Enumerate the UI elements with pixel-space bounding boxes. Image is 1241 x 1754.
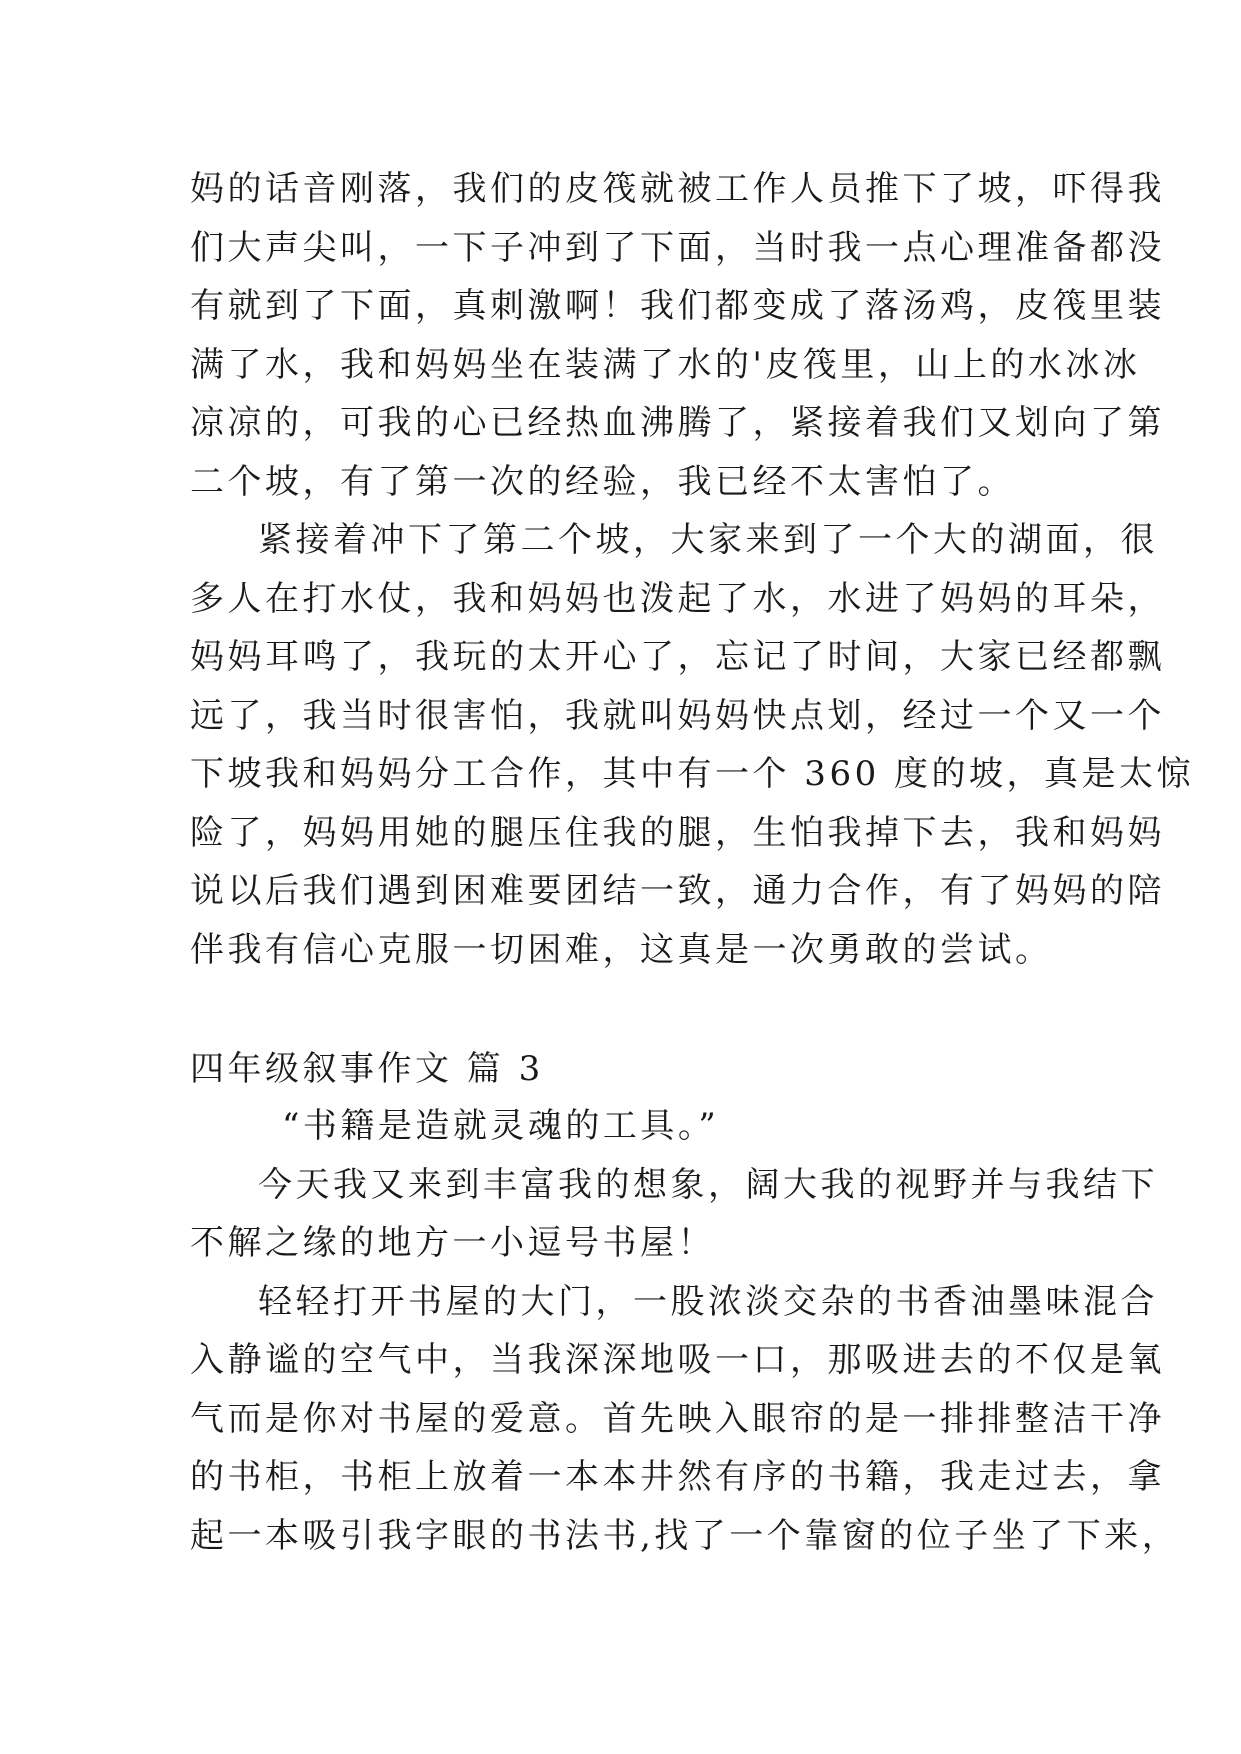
paragraph-line: 凉凉的，可我的心已经热血沸腾了，紧接着我们又划向了第 — [190, 403, 1165, 443]
paragraph-line: 满了水，我和妈妈坐在装满了水的'皮筏里，山上的水冰冰 — [190, 344, 1141, 385]
paragraph-line: 今天我又来到丰富我的想象，阔大我的视野并与我结下 — [258, 1164, 1158, 1205]
paragraph-1 — [190, 160, 1165, 511]
paragraph-4 — [190, 1273, 1180, 1566]
paragraph-line: 入静谧的空气中，当我深深地吸一口，那吸进去的不仅是氧 — [190, 1340, 1165, 1380]
paragraph-line: 说以后我们遇到困难要团结一致，通力合作，有了妈妈的陪 — [190, 871, 1165, 911]
paragraph-line: 紧接着冲下了第二个坡，大家来到了一个大的湖面，很 — [258, 520, 1158, 560]
paragraph-line: 妈的话音刚落，我们的皮筏就被工作人员推下了坡，吓得我 — [190, 169, 1165, 209]
paragraph-line: 多人在打水仗，我和妈妈也泼起了水，水进了妈妈的耳朵， — [190, 578, 1165, 619]
paragraph-line: 伴我有信心克服一切困难，这真是一次勇敢的尝试。 — [190, 929, 1053, 970]
section-heading: 四年级叙事作文 篇 3 — [190, 1049, 544, 1089]
paragraph-line: 有就到了下面，真刺激啊！我们都变成了落汤鸡，皮筏里装 — [190, 286, 1165, 326]
paragraph-line: 远了，我当时很害怕，我就叫妈妈快点划，经过一个又一个 — [190, 695, 1165, 736]
paragraph-line: 的书柜，书柜上放着一本本井然有序的书籍，我走过去，拿 — [190, 1457, 1165, 1497]
epigraph-quote: “书籍是造就灵魂的工具。” — [282, 1106, 720, 1146]
paragraph-line: 们大声尖叫，一下子冲到了下面，当时我一点心理准备都没 — [190, 227, 1165, 268]
paragraph-line: 下坡我和妈妈分工合作，其中有一个 360 度的坡，真是太惊 — [190, 754, 1195, 794]
paragraph-3 — [190, 1156, 1158, 1273]
paragraph-line: 二个坡，有了第一次的经验，我已经不太害怕了。 — [190, 461, 1015, 502]
paragraph-line: 险了，妈妈用她的腿压住我的腿，生怕我掉下去，我和妈妈 — [190, 812, 1165, 853]
paragraph-line: 妈妈耳鸣了，我玩的太开心了，忘记了时间，大家已经都飘 — [190, 637, 1165, 677]
document-body — [190, 160, 1195, 1565]
paragraph-line: 不解之缘的地方一小逗号书屋！ — [190, 1223, 715, 1263]
section-spacer — [190, 979, 1090, 1041]
paragraph-line: 轻轻打开书屋的大门，一股浓淡交杂的书香油墨味混合 — [258, 1281, 1158, 1322]
paragraph-2 — [190, 511, 1195, 979]
paragraph-line: 气而是你对书屋的爱意。首先映入眼帘的是一排排整洁干净 — [190, 1398, 1165, 1439]
paragraph-line: 起一本吸引我字眼的书法书,找了一个靠窗的位子坐了下来， — [190, 1515, 1180, 1556]
